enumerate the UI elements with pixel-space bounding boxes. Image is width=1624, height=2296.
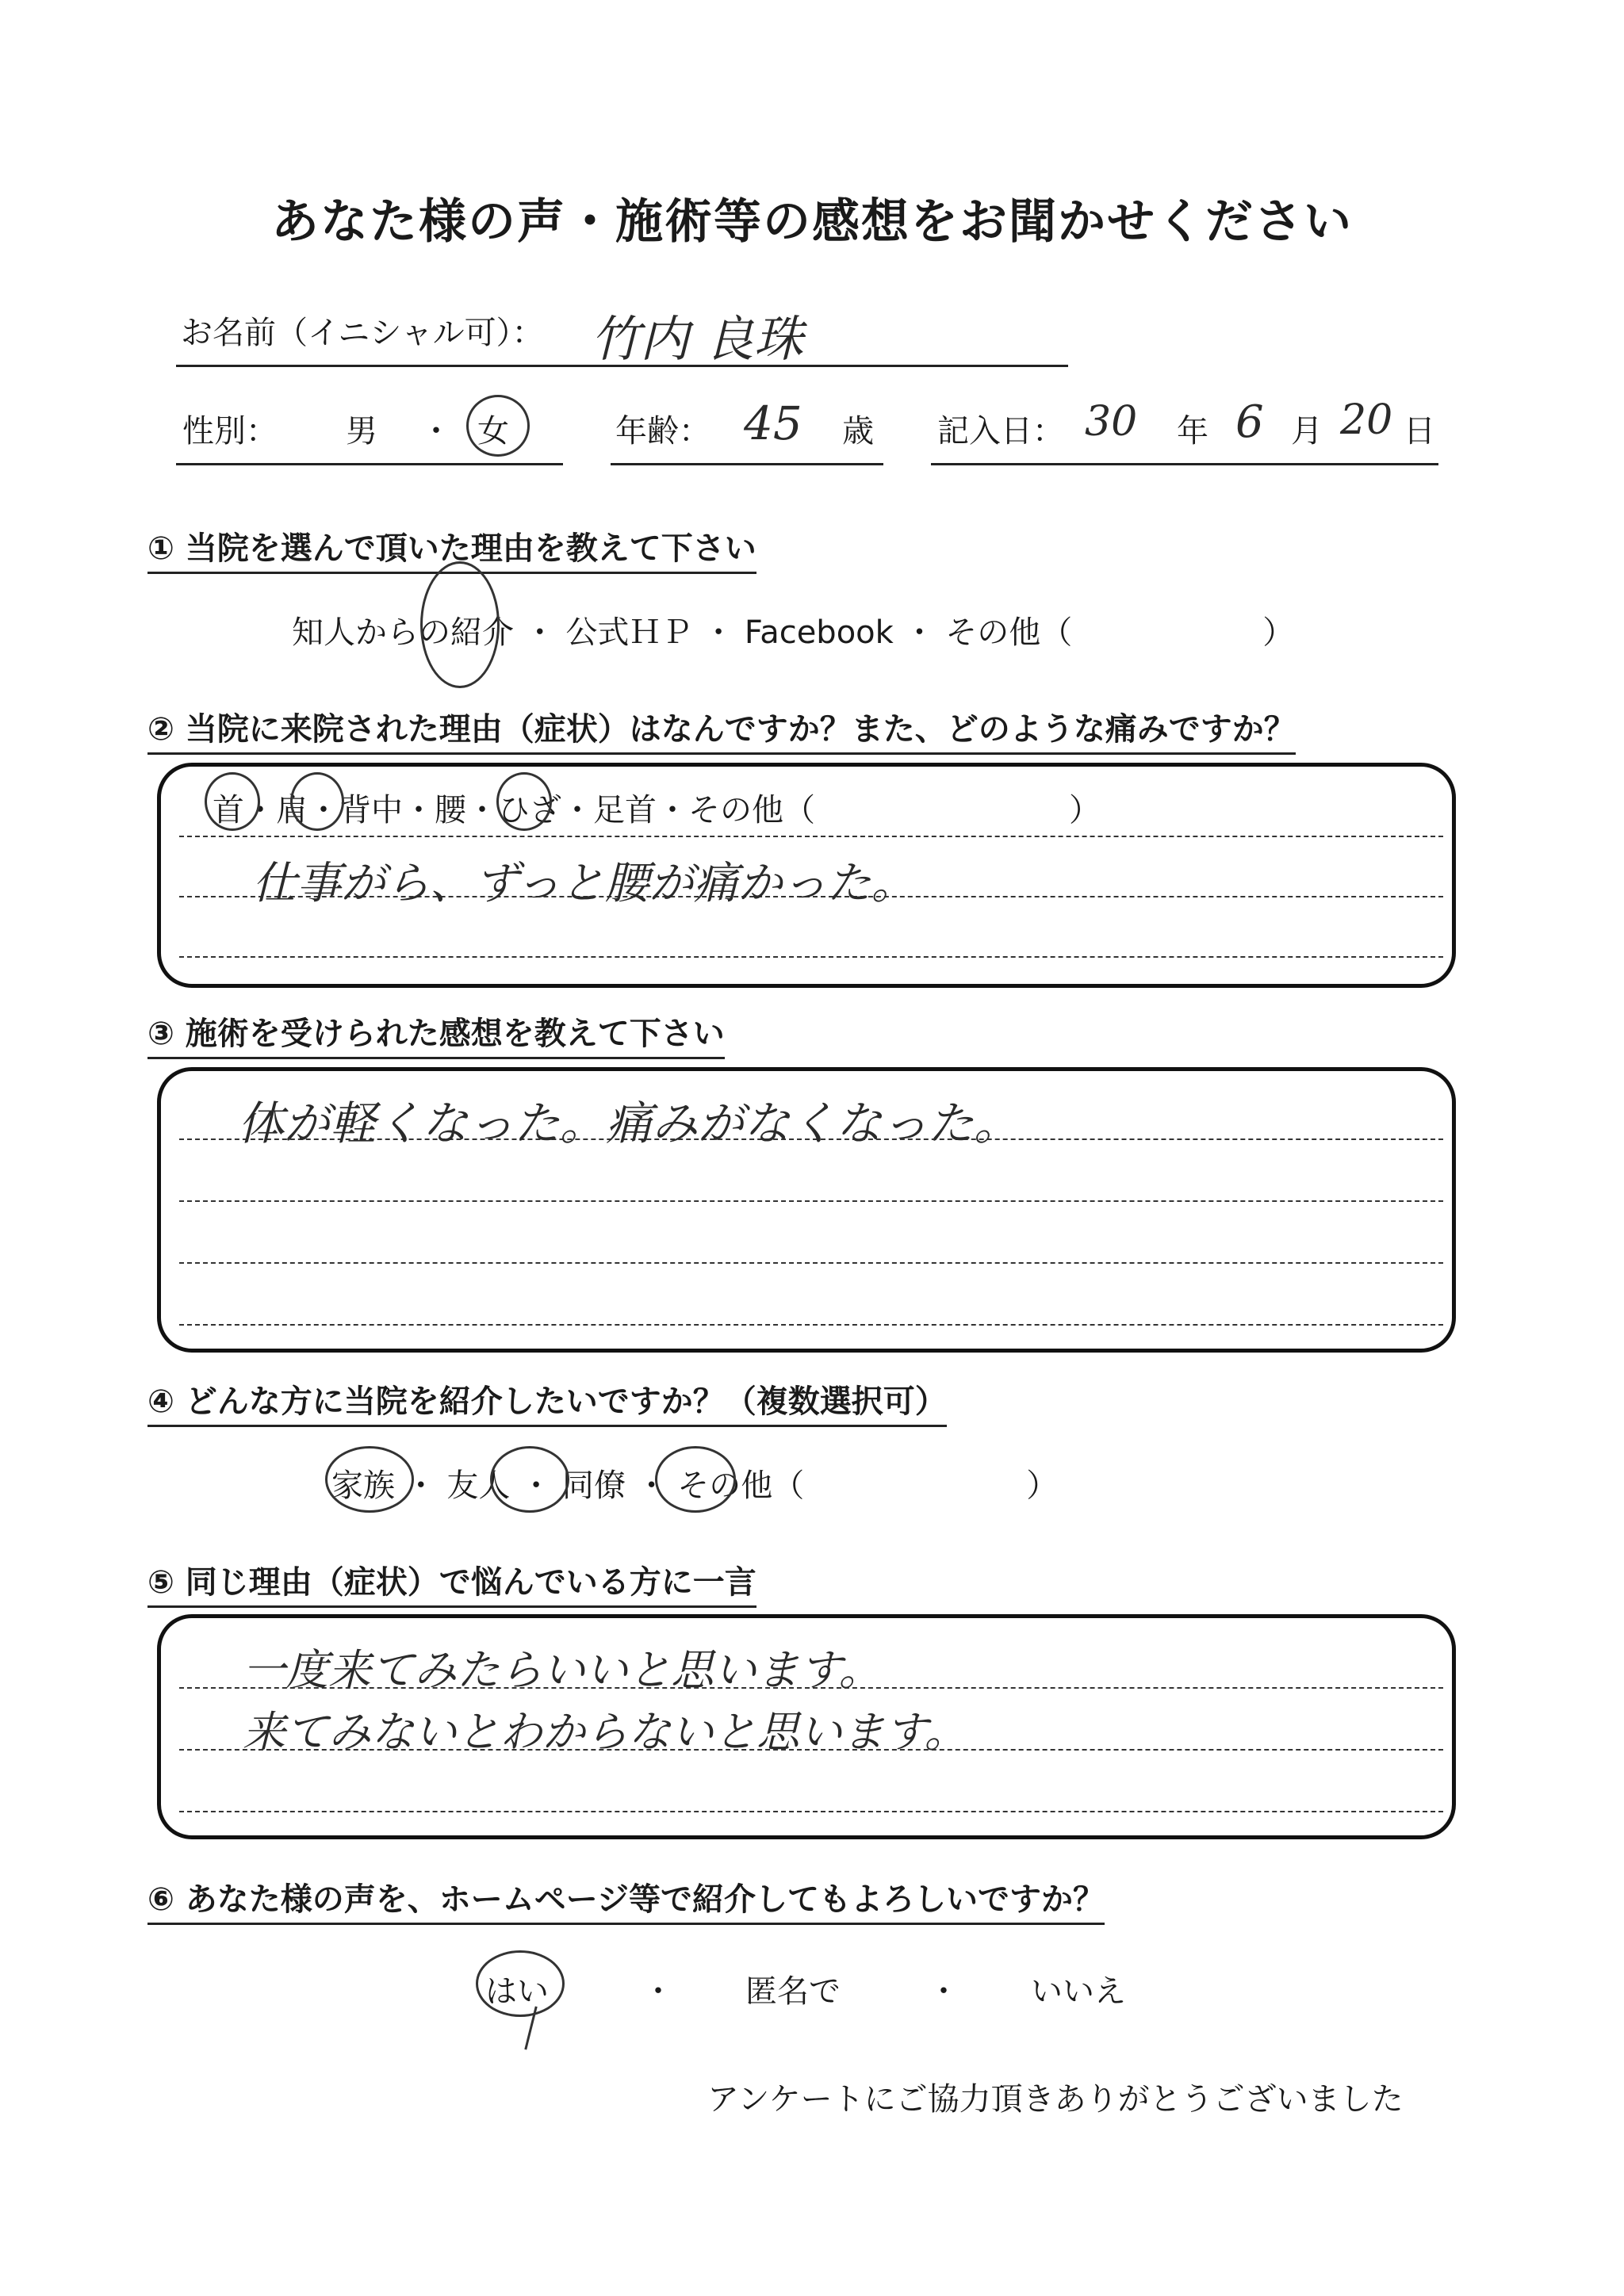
q1-selected-circle (420, 561, 500, 688)
q3-dash-line-4 (179, 1324, 1443, 1326)
q6-separator-2: ・ (928, 1973, 959, 2010)
date-year-unit: 年 (1177, 413, 1208, 450)
q2-dash-line-1 (179, 836, 1443, 837)
age-value: 45 (744, 396, 802, 450)
q6-heading: ⑥ あなた様の声を、ホームページ等で紹介してもよろしいですか？ (147, 1874, 1105, 1925)
thanks-message: アンケートにご協力頂きありがとうございました (707, 2081, 1404, 2118)
gender-female-circle (466, 395, 530, 457)
q1-options: 知人からの紹介 ・ 公式ＨＰ ・ Facebook ・ その他（ ） (292, 614, 1295, 651)
date-underline (931, 463, 1438, 465)
q5-dash-line-3 (179, 1811, 1443, 1812)
survey-title: あなた様の声・施術等の感想をお聞かせください (271, 194, 1353, 250)
q2-circle-neck (205, 772, 260, 831)
q6-option-anonymous: 匿名で (745, 1973, 841, 2010)
gender-label: 性別： (182, 413, 278, 450)
q5-heading: ⑤ 同じ理由（症状）で悩んでいる方に一言 (147, 1557, 756, 1608)
date-label: 記入日： (937, 413, 1064, 450)
q6-option-no: いいえ (1031, 1973, 1126, 2010)
gender-underline (176, 463, 563, 465)
q6-option-yes: はい (485, 1973, 549, 2010)
q2-circle-waist (496, 772, 552, 831)
date-month: 6 (1235, 396, 1264, 448)
date-year: 30 (1085, 398, 1138, 446)
name-underline (176, 365, 1068, 367)
age-unit: 歳 (842, 413, 874, 450)
q4-circle-friend (490, 1446, 569, 1513)
q5-answer-line-2: 来てみないとわからないと思います。 (243, 1707, 967, 1757)
q3-dash-line-3 (179, 1262, 1443, 1264)
q6-circle-yes (476, 1950, 565, 2017)
q4-circle-family (325, 1446, 414, 1513)
q6-separator-1: ・ (642, 1973, 674, 2010)
date-month-unit: 月 (1291, 413, 1323, 450)
q3-heading: ③ 施術を受けられた感想を教えて下さい (147, 1008, 725, 1059)
q4-heading: ④ どんな方に当院を紹介したいですか？（複数選択可） (147, 1376, 947, 1427)
age-label: 年齢： (615, 413, 710, 450)
date-day-unit: 日 (1404, 413, 1435, 450)
age-underline (611, 463, 883, 465)
q5-answer-line-1: 一度来てみたらいいと思います。 (243, 1645, 882, 1695)
q4-circle-colleague (655, 1446, 736, 1513)
q2-heading: ② 当院に来院された理由（症状）はなんですか？また、どのような痛みですか？ (147, 704, 1296, 755)
q2-circle-shoulder (290, 772, 344, 831)
q2-options: 首・肩・背中・腰・ひざ・足首・その他（ ） (213, 792, 1101, 828)
gender-separator: ・ (420, 413, 452, 450)
q2-answer-text: 仕事がら、ずっと腰が痛かった。 (252, 858, 916, 909)
q1-heading: ① 当院を選んで頂いた理由を教えて下さい (147, 523, 756, 574)
q3-answer-text: 体が軽くなった。痛みがなくなった。 (238, 1096, 1021, 1150)
date-day: 20 (1340, 396, 1393, 444)
q2-dash-line-3 (179, 956, 1443, 958)
q3-dash-line-2 (179, 1200, 1443, 1202)
name-label: お名前（イニシャル可）： (181, 315, 544, 351)
gender-male: 男 (346, 413, 377, 450)
name-value: 竹内 良珠 (591, 310, 803, 368)
gender-female: 女 (477, 413, 509, 450)
q4-options: 家族 ・ 友人 ・ 同僚 ・ その他（ ） (331, 1468, 1059, 1504)
